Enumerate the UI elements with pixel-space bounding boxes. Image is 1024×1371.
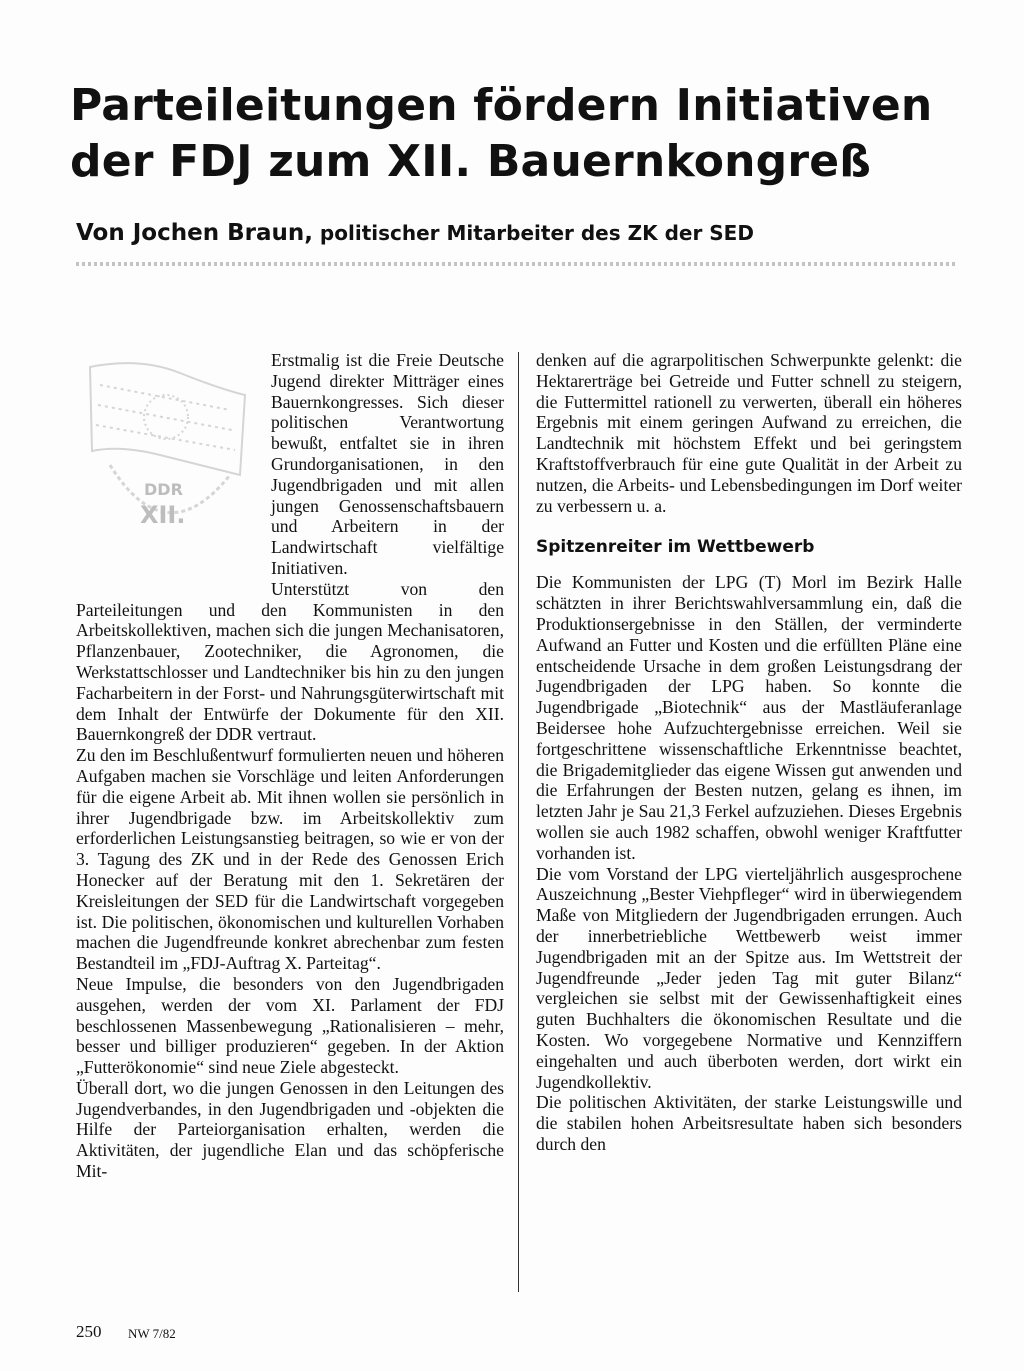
right-column [536, 350, 962, 1155]
right-paragraph-2: Die Kommunisten der LPG (T) Morl im Bezirk Halle schätzten in ihrer Berichtswahlversammlung ein, daß die Produktionsergebnisse in den Ställen, der verminderte Aufwand an Futter und Kosten und die erfüllten Pläne eine entscheidende Ursache in dem großen Leistungsdrang der Jugendbrigaden der LPG haben. So konnte die Jugendbrigade „Biotechnik“ aus der Mastläuferanlage Beidersee hohe Aufzuchtergebnisse erreichen. Weil sie fortgeschrittene wissenschaftliche Erkenntnisse beachtet, die Brigademitglieder das eigene Wissen gut anwenden und die Erfahrungen der Besten nutzen, gelang es ihnen, im letzten Jahr je Sau 21,3 Ferkel aufzuziehen. Dieses Ergebnis wollen sie auch 1982 schaffen, obwohl weniger Kraftfutter vorhanden ist. [536, 572, 962, 863]
byline [76, 220, 754, 246]
byline-author: Von Jochen Braun, [76, 220, 313, 246]
title-line-1: Parteileitungen fördern Initiativen [70, 80, 933, 131]
byline-role: politischer Mitarbeiter des ZK der SED [319, 221, 754, 245]
left-paragraph-1: Erstmalig ist die Freie Deutsche Jugend direkter Mitträger eines Bauernkongresses. Sich dieser politischen Verantwortung bewußt, entfaltet sie in ihren Grundorganisationen, in den Jugendbrigaden und mit allen jungen Genossenschaftsbauern und Arbeitern in der Landwirtschaft vielfältige Initiativen. [271, 350, 504, 578]
right-paragraph-1: denken auf die agrarpolitischen Schwerpunkte gelenkt: die Hektarerträge bei Getreide und Futter schnell zu steigern, die Futtermittel rationell zu verwerten, überall ein höheres Ergebnis mit einem geringen Aufwand zu erreichen, die Landtechnik mit höchstem Effekt und bei geringstem Kraftstoffverbrauch für eine gute Qualität in der Arbeit zu nutzen, die Arbeits- und Lebensbedingungen im Dorf weiter zu verbessern u. a. [536, 350, 962, 516]
article-title [70, 78, 970, 190]
column-divider [518, 352, 519, 1292]
left-column [76, 350, 504, 1182]
header-rule [76, 262, 956, 266]
left-paragraph-5: Überall dort, wo die jungen Genossen in den Leitungen des Jugendverbandes, in den Jugendbrigaden und -objekten die Hilfe der Parteiorganisation erhalten, werden die Aktivitäten, der jugendliche Elan und das schöpferische Mit- [76, 1077, 504, 1182]
emblem-ddr-text: DDR [144, 480, 183, 499]
left-paragraph-3: Zu den im Beschlußentwurf formulierten neuen und höheren Aufgaben machen sie Vorschläge und leiten Anforderungen für die eigene Arbeit ab. Mit ihnen wollen sie persönlich in ihrer Jugendbrigade bzw. im Arbeitskollektiv zum erforderlichen Leistungsanstieg beitragen, so wie er von der 3. Tagung des ZK und in der Rede des Genossen Erich Honecker auf der Beratung mit den 1. Sekretären der Kreisleitungen der SED für die Landwirtschaft vorgegeben ist. Die politischen, ökonomischen und kulturellen Vorhaben machen die Jugendfreunde konkret abrechenbar zum festen Bestandteil im „FDJ-Auftrag X. Parteitag“. [76, 745, 504, 974]
right-paragraph-4: Die politischen Aktivitäten, der starke Leistungswille und die stabilen hohen Arbeitsresultate haben sich besonders durch den [536, 1092, 962, 1154]
page-number: 250 [76, 1322, 102, 1341]
right-paragraph-3: Die vom Vorstand der LPG vierteljährlich ausgesprochene Auszeichnung „Bester Viehpfleger“ wird in überwiegendem Maße von Mitgliedern der Jugendbrigaden errungen. Auch der innerbetriebliche Wettbewerb weist immer Jugendbrigaden mit an der Spitze aus. Im Wettstreit der Jugendfreunde „Jeder jeden Tag mit guter Bilanz“ vergleichen sie selbst mit der Gewissenhaftigkeit eines guten Buchhalters die ökonomischen Resultate und die Kosten. Wo vorgegebene Normative und Kennziffern eingehalten und auch überboten werden, dort wirkt ein Jugendkollektiv. [536, 863, 962, 1092]
issue-label: NW 7/82 [128, 1326, 176, 1341]
title-line-2: der FDJ zum XII. Bauernkongreß [70, 136, 872, 187]
section-heading: Spitzenreiter im Wettbewerb [536, 537, 815, 558]
left-paragraph-2: Unterstützt von den Parteileitungen und den Kommunisten in den Arbeitskollektiven, machen sich die jungen Mechanisatoren, Pflanzenbauer, Zootechniker, die Agronomen, die Werkstattschlosser und Landtechniker bis hin zu den jungen Facharbeitern in der Forst- und Nahrungsgüterwirtschaft mit dem Inhalt der Entwürfe der Dokumente für den XII. Bauernkongreß der DDR vertraut. [76, 578, 504, 745]
emblem-number-text: XII. [140, 501, 186, 529]
left-paragraph-4: Neue Impulse, die besonders von den Jugendbrigaden ausgehen, werden der vom XI. Parlament der FDJ beschlossenen Massenbewegung „Rationalisieren – mehr, besser und billiger produzieren“ gegeben. In der Aktion „Futterökonomie“ sind neue Ziele abgesteckt. [76, 973, 504, 1078]
emblem-spacer [76, 350, 271, 580]
